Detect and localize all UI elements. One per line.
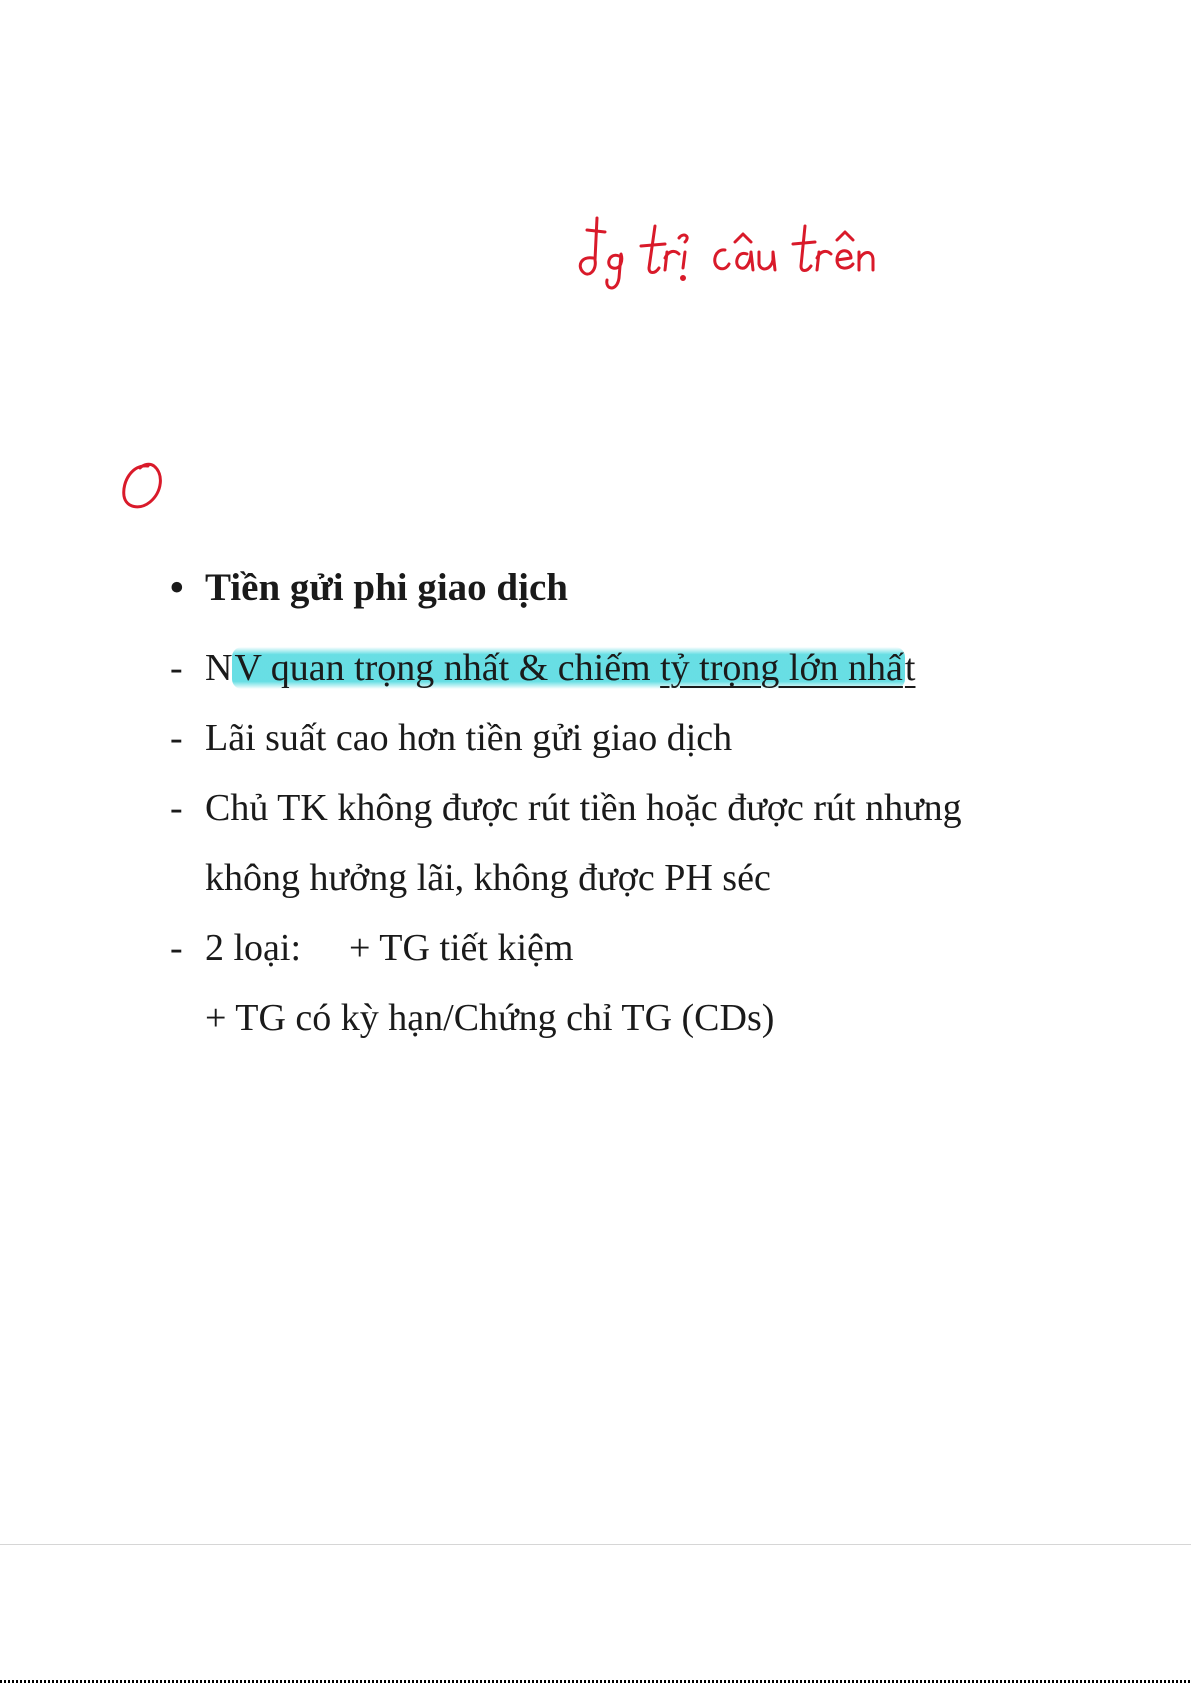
- handwritten-circle-mark: [118, 460, 168, 512]
- bottom-edge: [0, 1680, 1191, 1683]
- item-text: Lãi suất cao hơn tiền gửi giao dịch: [205, 717, 733, 759]
- underlined-tail: t: [904, 647, 916, 689]
- list-item: [170, 715, 732, 761]
- highlighted-text: [232, 647, 904, 689]
- list-item: [170, 925, 573, 971]
- dash-marker: -: [170, 787, 183, 829]
- dash-marker: -: [170, 927, 183, 969]
- underlined-phrase: tỷ trọng lớn nhấ: [660, 647, 903, 689]
- item-continuation-text: không hưởng lãi, không được PH séc: [205, 857, 771, 899]
- handwritten-annotation: [575, 208, 875, 303]
- list-item: [170, 785, 962, 831]
- bullet-marker: •: [170, 566, 184, 609]
- item-text: Chủ TK không được rút tiền hoặc được rút nhưng: [205, 787, 962, 829]
- highlighted-phrase: V quan trọng nhất & chiếm: [234, 647, 661, 689]
- item-label: 2 loại:: [205, 927, 302, 969]
- item-prefix: N: [205, 647, 233, 689]
- section-heading: [170, 565, 568, 611]
- sub-item-line: [205, 995, 774, 1041]
- list-item: [170, 645, 915, 691]
- list-item-continuation: [205, 855, 771, 901]
- heading-text: Tiền gửi phi giao dịch: [205, 566, 568, 609]
- sub-item: + TG có kỳ hạn/Chứng chỉ TG (CDs): [205, 997, 775, 1039]
- sub-item: + TG tiết kiệm: [349, 927, 574, 969]
- page-divider: [0, 1544, 1191, 1545]
- dash-marker: -: [170, 717, 183, 759]
- dash-marker: -: [170, 647, 183, 689]
